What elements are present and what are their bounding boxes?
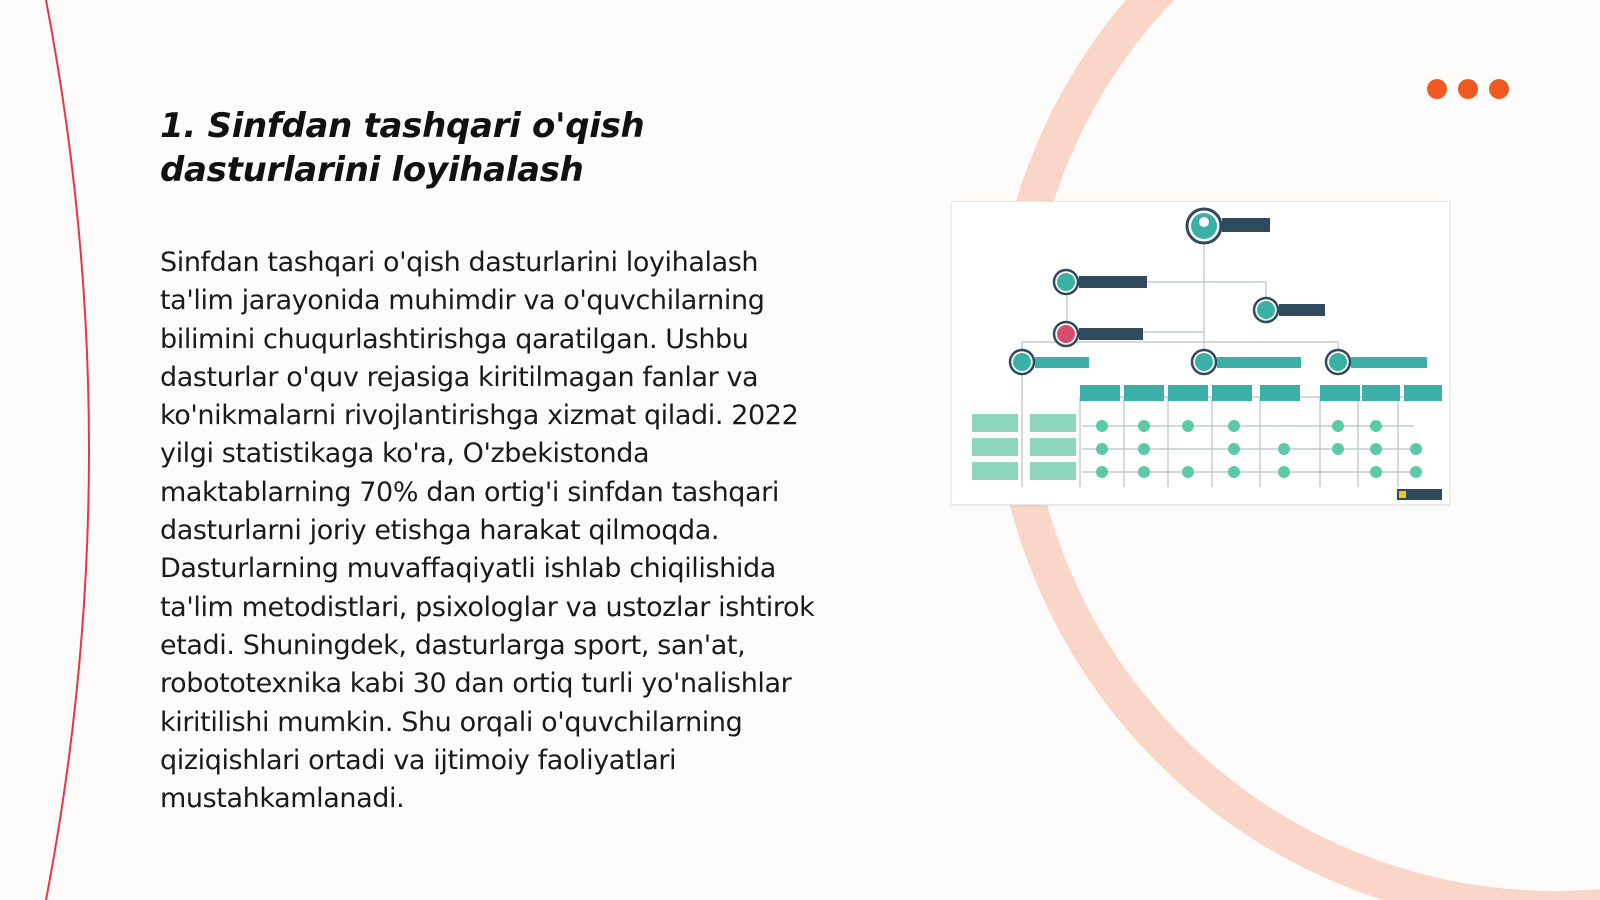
- left-accent-line: [46, 0, 89, 900]
- three-dots-icon: [1427, 79, 1509, 99]
- org-chart-image: [951, 201, 1450, 505]
- dot-icon: [1489, 79, 1509, 99]
- slide-body-text: Sinfdan tashqari o'qish dasturlarini loyihalash ta'lim jarayonida muhimdir va o'quvchilarning bilimini chuqurlashtirishga qaratilgan. Ushbu dasturlar o'quv rejasiga kiritilmagan fanlar va ko'nikmalarni rivojlantirishga xizmat qiladi. 2022 yilgi statistikaga ko'ra, O'zbekistonda maktablarning 70% dan ortig'i sinfdan tashqari dasturlarni joriy etishga harakat qilmoqda. Dasturlarning muvaffaqiyatli ishlab chiqilishida ta'lim metodistlari, psixologlar va ustozlar ishtirok etadi. Shuningdek, dasturlarga sport, san'at, robototexnika kabi 30 dan ortiq turli yo'nalishlar kiritilishi mumkin. Shu orqali o'quvchilarning qiziqishlari ortadi va ijtimoiy faoliyatlari mustahkamlanadi.: [160, 247, 815, 815]
- slide-title: 1. Sinfdan tashqari o'qish dasturlarini loyihalash: [160, 106, 645, 190]
- dot-icon: [1458, 79, 1478, 99]
- dot-icon: [1427, 79, 1447, 99]
